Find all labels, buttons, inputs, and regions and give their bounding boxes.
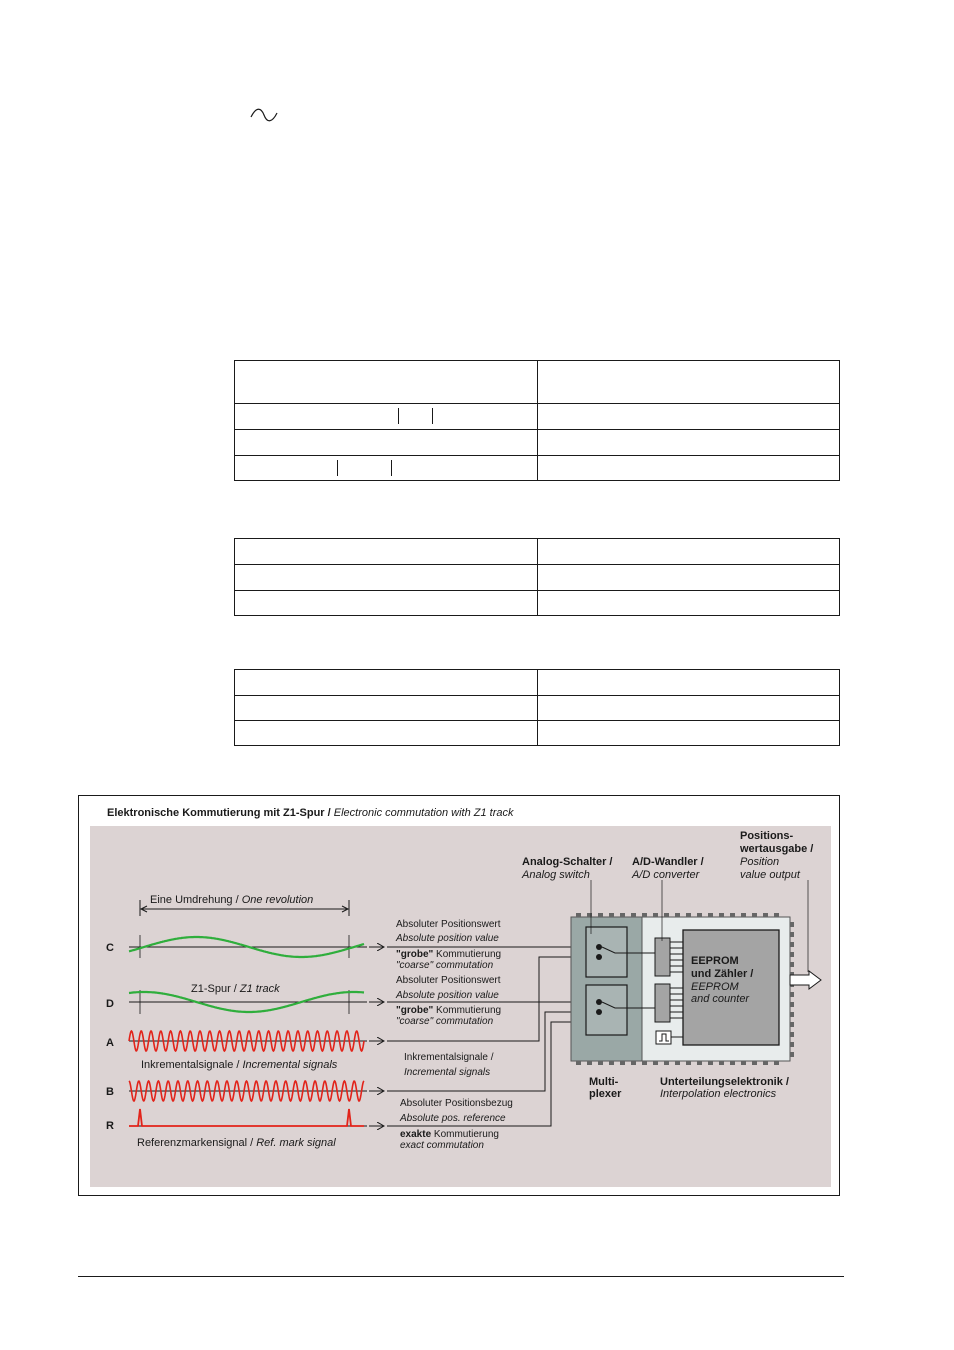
chip-pin (598, 913, 603, 917)
position-output-label-en-1: Position (740, 856, 780, 868)
chip-pin (697, 1061, 702, 1065)
switch-2-contact-b (596, 1009, 602, 1015)
table-cell (538, 591, 840, 616)
table-cell (538, 539, 840, 565)
table-cell (538, 670, 840, 696)
abs-pos-en-label-2: Absolute position value (396, 990, 499, 1001)
analog-switch-1 (586, 927, 627, 977)
chip-pin (664, 1061, 669, 1065)
signal-c-label: C (106, 942, 114, 954)
ref-mark-label: Referenzmarkensignal / Ref. mark signal (137, 1137, 336, 1149)
chip-pin (741, 913, 746, 917)
exact-en-label: exact commutation (400, 1140, 484, 1151)
table-row (235, 696, 840, 721)
commutation-diagram (79, 796, 841, 1197)
chip-pin (664, 913, 669, 917)
table-1 (234, 360, 840, 481)
chip-pin (790, 942, 794, 947)
z1-track-label: Z1-Spur / Z1 track (191, 983, 280, 995)
table-cell (235, 696, 538, 721)
grobe-label-2: "grobe" Kommutierung (396, 1005, 502, 1016)
grobe-label-1: "grobe" Kommutierung (396, 949, 502, 960)
chip-pin (631, 1061, 636, 1065)
multiplexer-label-1: Multi- (589, 1076, 619, 1088)
chip-pin (719, 913, 724, 917)
revolution-label: Eine Umdrehung / One revolution (150, 894, 314, 906)
chip-pin (774, 1061, 779, 1065)
chip-pin (790, 992, 794, 997)
tilde-icon (250, 107, 278, 123)
chip-pin (642, 1061, 647, 1065)
position-output-label-en-2: value output (740, 869, 800, 881)
abs-ref-label: Absoluter Positionsbezug (400, 1098, 513, 1109)
chip-pin (790, 952, 794, 957)
chip-pin (719, 1061, 724, 1065)
table-cell (538, 430, 840, 456)
eeprom-label-en-2: and counter (691, 993, 750, 1005)
chip-pin (598, 1061, 603, 1065)
chip-pin (790, 1012, 794, 1017)
chip-pin (642, 913, 647, 917)
analog-switch-label-de: Analog-Schalter / (522, 856, 613, 868)
chip-pin (686, 913, 691, 917)
ad-converter-1 (655, 938, 670, 976)
ad-converter-label-en: A/D converter (632, 869, 700, 881)
chip-pin (741, 1061, 746, 1065)
table-cell (235, 430, 538, 456)
table-row (235, 721, 840, 746)
chip-pin (730, 913, 735, 917)
table-row (235, 404, 840, 430)
chip-pin (763, 913, 768, 917)
table-row (235, 670, 840, 696)
chip-pin (790, 932, 794, 937)
table-row (235, 456, 840, 481)
analog-switch-label-en: Analog switch (522, 869, 590, 881)
incremental-label-2: Inkrementalsignale / (404, 1052, 494, 1063)
chip-pin (790, 922, 794, 927)
abs-ref-en-label: Absolute pos. reference (400, 1113, 506, 1124)
commutation-figure (78, 795, 840, 1196)
table-3 (234, 669, 840, 746)
chip-pin (708, 1061, 713, 1065)
coarse-label-1: "coarse" commutation (396, 960, 494, 971)
eeprom-label-de-2: und Zähler / (691, 968, 754, 980)
chip-pin (675, 1061, 680, 1065)
table-row (235, 539, 840, 565)
table-cell (235, 591, 538, 616)
chip-pin (653, 913, 658, 917)
ad-converter-2 (655, 984, 670, 1022)
chip-pin (609, 1061, 614, 1065)
table-cell (235, 565, 538, 591)
abs-pos-label-1: Absoluter Positionswert (396, 919, 501, 930)
table-cell (235, 539, 538, 565)
chip-pin (587, 1061, 592, 1065)
chip-pin (774, 913, 779, 917)
table-cell (538, 565, 840, 591)
position-output-label-de-2: wertausgabe / (740, 843, 814, 855)
multiplexer-label-2: plexer (589, 1088, 622, 1100)
analog-switch-2 (586, 985, 627, 1035)
interpolation-label-en: Interpolation electronics (660, 1088, 777, 1100)
table-cell (235, 456, 538, 481)
exakte-label: exakte Kommutierung (400, 1129, 499, 1140)
signal-b-label: B (106, 1086, 114, 1098)
eeprom-label-de-1: EEPROM (691, 955, 739, 967)
chip-pin (790, 1042, 794, 1047)
table-row (235, 591, 840, 616)
table-cell (235, 361, 538, 404)
table-cell (235, 670, 538, 696)
footer-rule (78, 1276, 844, 1277)
abs-pos-label-2: Absoluter Positionswert (396, 975, 501, 986)
incremental-signals-label: Inkrementalsignale / Incremental signals (141, 1059, 338, 1071)
chip-pin (790, 1002, 794, 1007)
table-row (235, 430, 840, 456)
table-row (235, 361, 840, 404)
chip-pin (790, 1052, 794, 1057)
coarse-label-2: "coarse" commutation (396, 1016, 494, 1027)
signal-a-label: A (106, 1037, 114, 1049)
schmitt-trigger (656, 1031, 671, 1044)
chip-pin (790, 1032, 794, 1037)
switch-2-contact-a (596, 999, 602, 1005)
ad-converter-label-de: A/D-Wandler / (632, 856, 704, 868)
table-cell (538, 696, 840, 721)
chip-pin (697, 913, 702, 917)
chip-pin (752, 913, 757, 917)
position-output-label-de-1: Positions- (740, 830, 794, 842)
chip-pin (752, 1061, 757, 1065)
switch-1-contact-b (596, 954, 602, 960)
chip-pin (790, 962, 794, 967)
chip-pin (620, 913, 625, 917)
chip-pin (708, 913, 713, 917)
chip-pin (790, 1022, 794, 1027)
chip-pin (653, 1061, 658, 1065)
signal-d-label: D (106, 998, 114, 1010)
eeprom-label-en-1: EEPROM (691, 981, 739, 993)
chip-pin (763, 1061, 768, 1065)
chip-pin (576, 1061, 581, 1065)
table-cell (235, 721, 538, 746)
chip-pin (730, 1061, 735, 1065)
chip-pin (620, 1061, 625, 1065)
table-cell (538, 404, 840, 430)
abs-pos-en-label-1: Absolute position value (396, 933, 499, 944)
chip-pin (675, 913, 680, 917)
interpolation-label-de: Unterteilungselektronik / (660, 1076, 789, 1088)
signal-r-label: R (106, 1120, 114, 1132)
incremental-en-label-2: Incremental signals (404, 1067, 491, 1078)
table-row (235, 565, 840, 591)
table-cell (538, 721, 840, 746)
chip-pin (631, 913, 636, 917)
switch-1-contact-a (596, 944, 602, 950)
figure-title: Elektronische Kommutierung mit Z1-Spur / Electronic commutation with Z1 track (107, 807, 514, 819)
table-cell (538, 456, 840, 481)
table-2 (234, 538, 840, 616)
chip-pin (609, 913, 614, 917)
table-cell (235, 404, 538, 430)
chip-pin (686, 1061, 691, 1065)
chip-pin (576, 913, 581, 917)
table-cell (538, 361, 840, 404)
